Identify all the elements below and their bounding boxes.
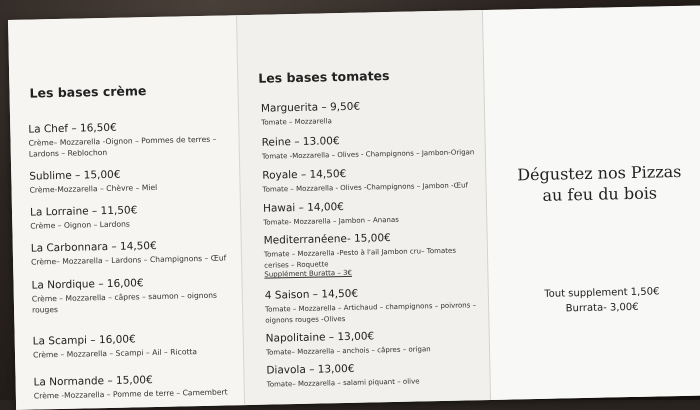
item-ingredients: Crème– Mozzarella -Oignon – Pommes de terres – Lardons – Reblochon bbox=[28, 134, 217, 159]
item-ingredients: Tomate – Mozzarella -Pesto à l'ail Jambon cru– Tomates cerises – Roquette bbox=[263, 246, 457, 270]
item-name: La Scampi – 16,00€ bbox=[32, 333, 136, 348]
item-name: La Nordique – 16,00€ bbox=[31, 277, 144, 292]
panel-bases-creme bbox=[8, 15, 244, 410]
promo-line-1: Dégustez nos Pizzas bbox=[517, 161, 682, 185]
item-name: Marguerita – 9,50€ bbox=[260, 100, 361, 115]
menu-item bbox=[31, 238, 251, 268]
menu-item bbox=[33, 331, 253, 361]
item-name: 4 Saison – 14,50€ bbox=[264, 287, 359, 302]
item-name: Royale – 14,50€ bbox=[262, 167, 347, 182]
menu-item bbox=[28, 119, 249, 160]
item-ingredients: Tomate – Mozzarella – Artichaud – champignons – poivrons – oignons rouges -Olives bbox=[265, 301, 477, 325]
item-name: Diavola – 13,00€ bbox=[266, 362, 355, 377]
menu-item bbox=[262, 165, 482, 195]
item-name: Sublime – 15,00€ bbox=[29, 168, 121, 183]
item-ingredients: Crème-Mozzarella – Chèvre – Miel bbox=[29, 182, 158, 195]
item-ingredients: Crème– Mozzarella – Lardons – Champignons – Œuf bbox=[30, 253, 227, 267]
menu-item bbox=[30, 202, 250, 232]
item-name: Napolitaine – 13,00€ bbox=[265, 330, 375, 345]
panel-promo bbox=[482, 5, 700, 400]
menu-paper bbox=[8, 5, 700, 410]
item-ingredients: Crème – Oignon – Lardons bbox=[30, 219, 130, 231]
menu-item bbox=[31, 275, 252, 316]
promo-line-2: au feu du bois bbox=[542, 183, 658, 205]
item-ingredients: Crème – Mozzarella – Scampi – Ail – Ricotta bbox=[32, 347, 198, 360]
menu-item bbox=[33, 372, 253, 402]
section-title-tomates: Les bases tomates bbox=[258, 68, 390, 86]
burrata-price: Burrata- 3,00€ bbox=[565, 301, 639, 315]
item-ingredients: Tomate – Mozzarella - Olives -Champignons – Jambon -Œuf bbox=[262, 181, 469, 194]
item-ingredients: Tomate -Mozzarella – Olives - Champignons – Jambon-Origan bbox=[261, 148, 475, 161]
menu-item bbox=[261, 98, 481, 128]
section-title-creme: Les bases crème bbox=[29, 83, 147, 101]
menu-item bbox=[29, 166, 249, 196]
item-name: La Chef – 16,50€ bbox=[28, 121, 117, 136]
menu-item bbox=[264, 230, 485, 279]
item-ingredients: Tomate- Mozzarella – Jambon – Ananas bbox=[263, 215, 399, 227]
item-ingredients: Tomate – Mozzarella bbox=[261, 117, 332, 127]
promo-tagline bbox=[486, 160, 700, 207]
item-name: Hawai – 14,00€ bbox=[262, 201, 345, 215]
item-ingredients: Crème -Mozzarella – Pomme de terre – Camembert bbox=[33, 387, 228, 401]
supplement-note: Supplément Buratta – 3€ bbox=[264, 268, 353, 279]
item-name: La Carbonnara – 14,50€ bbox=[30, 239, 157, 255]
menu-item bbox=[266, 360, 486, 390]
item-name: La Normande – 15,00€ bbox=[33, 374, 153, 389]
item-ingredients: Crème – Mozzarella – câpres – saumon – oignons rouges bbox=[31, 290, 218, 315]
item-name: La Lorraine – 11,50€ bbox=[29, 204, 138, 219]
menu-item bbox=[266, 328, 486, 358]
item-name: Reine – 13.00€ bbox=[261, 135, 340, 149]
menu-item bbox=[261, 132, 481, 162]
menu-item bbox=[263, 198, 483, 228]
menu-item bbox=[265, 285, 486, 326]
item-ingredients: Tomate– Mozzarella – salami piquant – olive bbox=[266, 377, 420, 389]
item-ingredients: Tomate– Mozzarella – anchois – câpres – origan bbox=[265, 345, 431, 357]
item-name: Mediterranéene- 15,00€ bbox=[263, 232, 391, 247]
panel-bases-tomates bbox=[236, 10, 491, 405]
supplement-price: Tout supplement 1,50€ bbox=[544, 286, 660, 300]
